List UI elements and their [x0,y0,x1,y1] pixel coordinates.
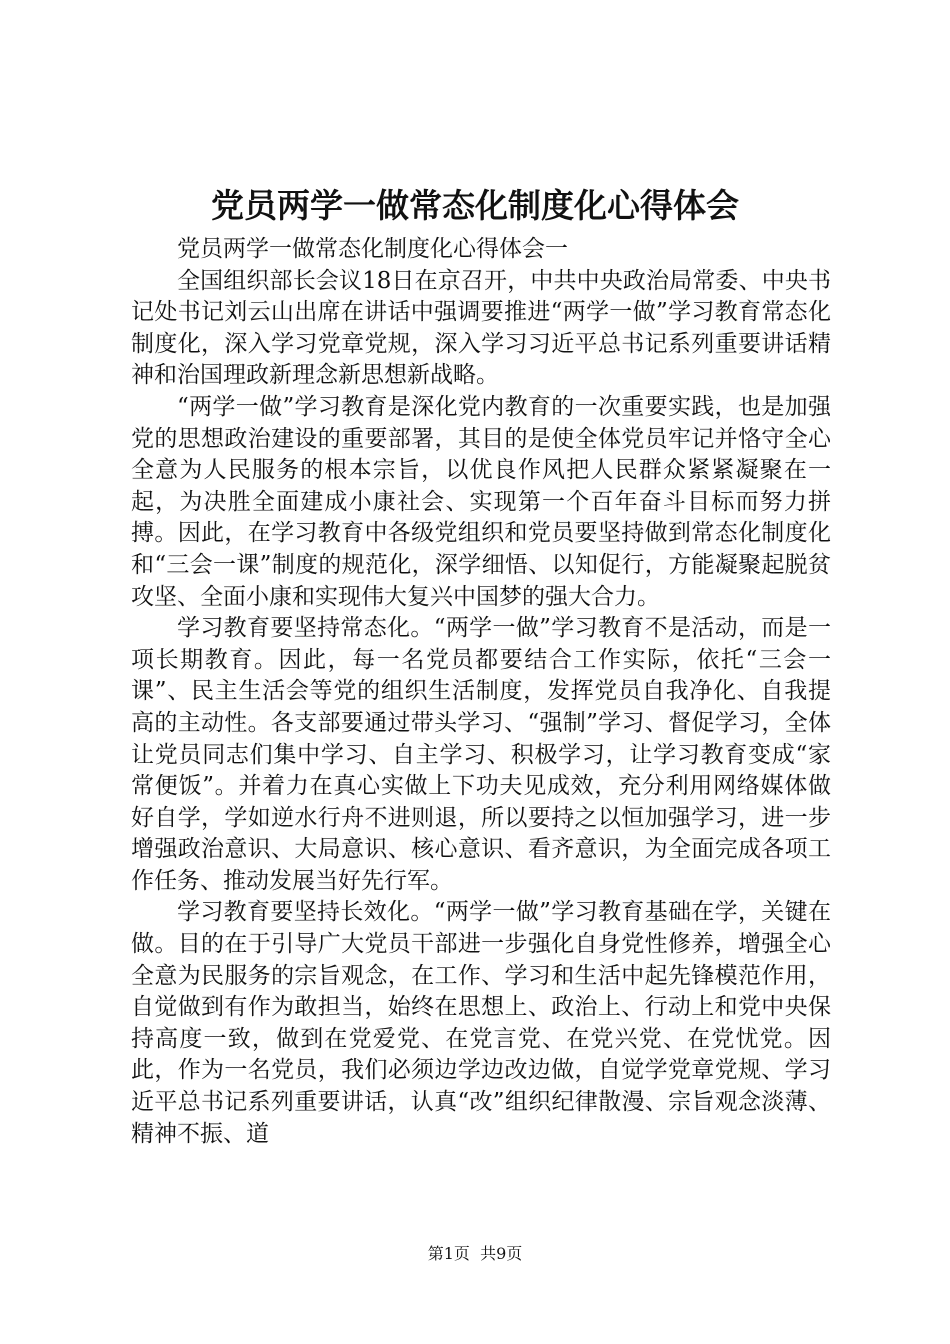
document-title: 党员两学一做常态化制度化心得体会 [211,186,739,225]
page-total: 共9页 [480,1244,523,1263]
document-body [131,234,831,1150]
page-number: 第1页 [427,1244,470,1263]
paragraph-4: 学习教育要坚持长效化。“两学一做”学习教育基础在学，关键在做。目的在于引导广大党员干部进一步强化自身党性修养，增强全心全意为民服务的宗旨观念，在工作、学习和生活中起先锋模范作用，自觉做到有作为敢担当，始终在思想上、政治上、行动上和党中央保持高度一致，做到在党爱党、在党言党、在党兴党、在党忧党。因此，作为一名党员，我们必须边学边改边做，自觉学党章党规、学习近平总书记系列重要讲话，认真“改”组织纪律散漫、宗旨观念淡薄、精神不振、道 [131,899,831,1147]
paragraph-1: 全国组织部长会议18日在京召开，中共中央政治局常委、中央书记处书记刘云山出席在讲话中强调要推进“两学一做”学习教育常态化制度化，深入学习党章党规，深入学习习近平总书记系列重要讲话精神和治国理政新理念新思想新战略。 [131,267,831,389]
paragraph-2: “两学一做”学习教育是深化党内教育的一次重要实践，也是加强党的思想政治建设的重要部署，其目的是使全体党员牢记并恪守全心全意为人民服务的根本宗旨，以优良作风把人民群众紧紧凝聚在一起，为决胜全面建成小康社会、实现第一个百年奋斗目标而努力拼搏。因此，在学习教育中各级党组织和党员要坚持做到常态化制度化和“三会一课”制度的规范化，深学细悟、以知促行，方能凝聚起脱贫攻坚、全面小康和实现伟大复兴中国梦的强大合力。 [131,393,831,610]
page-footer [0,1244,950,1264]
paragraph-subtitle: 党员两学一做常态化制度化心得体会一 [177,236,568,262]
paragraph-3: 学习教育要坚持常态化。“两学一做”学习教育不是活动，而是一项长期教育。因此，每一名党员都要结合工作实际，依托“三会一课”、民主生活会等党的组织生活制度，发挥党员自我净化、自我提高的主动性。各支部要通过带头学习、“强制”学习、督促学习，全体让党员同志们集中学习、自主学习、积极学习，让学习教育变成“家常便饭”。并着力在真心实做上下功夫见成效，充分利用网络媒体做好自学，学如逆水行舟不进则退，所以要持之以恒加强学习，进一步增强政治意识、大局意识、核心意识、看齐意识，为全面完成各项工作任务、推动发展当好先行军。 [131,615,831,894]
